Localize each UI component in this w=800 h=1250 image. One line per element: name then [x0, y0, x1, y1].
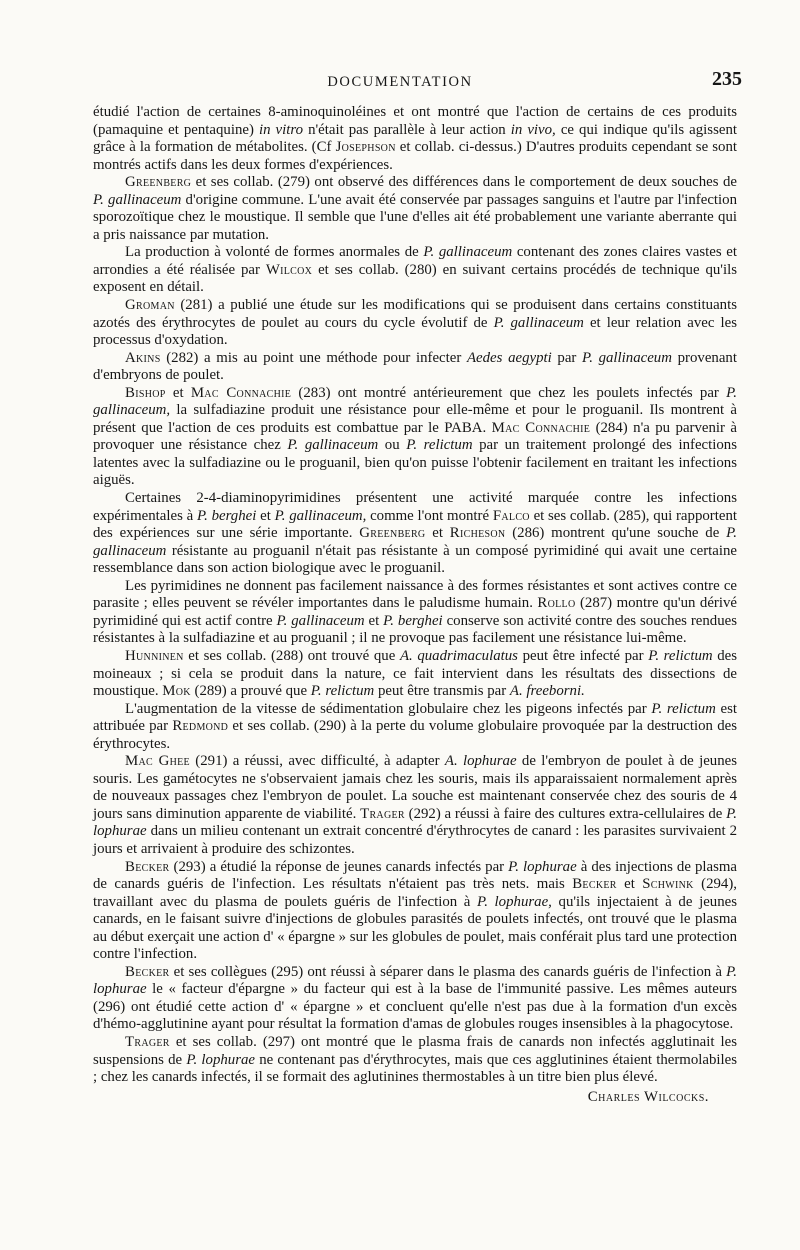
- species-name: P. lophurae: [508, 858, 577, 875]
- text-run: à des injections de plasma de canards guéris de l'infection. Les résultats n'étaient pas très nets. mais: [93, 858, 737, 893]
- species-name: P. gallinaceum: [287, 437, 379, 454]
- running-head: DOCUMENTATION: [327, 74, 473, 90]
- paragraph: [93, 648, 737, 701]
- author-name: Wilcox: [265, 261, 313, 278]
- author-name: Becker: [125, 858, 170, 875]
- author-name: Mac Connachie: [491, 419, 591, 436]
- species-name: P. relictum: [406, 437, 473, 454]
- paragraph-list: [93, 104, 737, 1087]
- species-name: P. lophurae,: [477, 893, 552, 910]
- paragraph: [93, 385, 737, 490]
- text-run: peut être transmis par: [374, 683, 510, 700]
- species-name: P. berghei: [196, 507, 257, 524]
- text-run: et leur relation avec les processus d'oxydation.: [93, 314, 738, 349]
- text-run: résistante au proguanil n'était pas résistante à un composé pyrimidiné qui avait une certaine ressemblance dans son action biologique avec le proguanil.: [93, 542, 737, 577]
- text-run: ne contenant pas d'érythrocytes, mais que ces agglutinines étaient thermolabiles ; chez les canards infectés, il se formait des aglutinines thermostables à un titre bien plus élevé.: [93, 1051, 737, 1086]
- author-name: Becker: [125, 963, 170, 980]
- text-run: (282) a mis au point une méthode pour infecter: [160, 349, 467, 366]
- text-run: et: [364, 612, 384, 629]
- species-name: Aedes aegypti: [466, 349, 552, 366]
- text-run: (281) a publié une étude sur les modifications qui se produisent dans certains constituants azotés des érythrocytes de poulet au cours du cycle évolutif de: [93, 297, 737, 331]
- text-run: contenant des zones claires vastes et arrondies a été réalisée par: [93, 244, 737, 278]
- author-signature: Charles Wilcocks.: [587, 1088, 709, 1105]
- species-name: P. relictum: [651, 700, 716, 717]
- author-name: Redmond: [172, 718, 229, 735]
- species-name: P. lophurae: [93, 963, 737, 998]
- paragraph: [93, 490, 737, 578]
- text-run: qu'ils injectaient à de jeunes canards, en le faisant suivre d'injections de globules parasités de poulets infectés, ont trouvé que le plasma au début exerçait une action d' « épargne » sur les globules de poulet, mais conférait plus tard une protection contre l'infection.: [93, 893, 737, 963]
- paragraph: [93, 174, 737, 244]
- species-name: A. lophurae: [444, 753, 517, 770]
- species-name: P. gallinaceum,: [274, 507, 367, 524]
- author-name: Greenberg: [125, 174, 192, 191]
- text-run: Certaines 2-4-diaminopyrimidines présentent une activité marquée contre les infections expérimentales à: [93, 490, 737, 524]
- species-name: P. gallinaceum: [493, 314, 584, 331]
- author-name: Falco: [492, 507, 530, 524]
- text-run: (292) a réussi à faire des cultures extra-cellulaires de: [404, 805, 727, 822]
- species-name: P. relictum: [648, 647, 713, 664]
- text-run: (291) a réussi, avec difficulté, à adapter: [189, 753, 445, 770]
- text-run: (283) ont montré antérieurement que chez les poulets infectés par: [291, 384, 727, 401]
- text-run: L'augmentation de la vitesse de sédimentation globulaire chez les pigeons infectés par: [125, 700, 652, 717]
- species-name: in vitro: [258, 121, 304, 138]
- text-run: (284) n'a pu parvenir à provoquer une résistance chez: [93, 419, 737, 454]
- paragraph: [93, 578, 737, 648]
- text-run: et: [616, 876, 643, 893]
- text-run: et ses collab. (280) en suivant certains procédés de technique qu'ils exposent en détail.: [93, 261, 737, 296]
- page-header: [0, 68, 800, 94]
- text-run: des moineaux ; si cela se produit dans la nature, ce fait intervient dans les résultats des dissections de moustique.: [93, 647, 737, 700]
- author-name: Trager: [360, 805, 405, 822]
- text-run: et collab. ci-dessus.) D'autres produits cependant se sont montrés actifs dans les deux formes d'expériences.: [93, 139, 737, 173]
- species-name: P. gallinaceum: [93, 525, 737, 559]
- text-run: de l'embryon de poulet à de jeunes souris. Les gamétocytes ne s'observaient jamais chez les souris, mais ils apparaissaient normalement après de nouveaux passages chez l'embryon de poulet. La souche est maintenant conservée chez des souris de 4 jours sans diminution apparente de viabilité.: [93, 753, 737, 822]
- text-run: et: [256, 507, 275, 524]
- text-run: et ses collab. (279) ont observé des différences dans le comportement de deux souches de: [191, 174, 737, 191]
- text-run: ce qui indique qu'ils agissent grâce à la formation de métabolites. (Cf: [93, 121, 737, 156]
- author-name: Mac Ghee: [125, 753, 190, 770]
- author-name: Richeson: [449, 525, 506, 542]
- text-run: et ses collab. (288) ont trouvé que: [183, 647, 400, 664]
- text-run: et: [165, 384, 191, 401]
- paragraph: [93, 1034, 737, 1087]
- text-run: (293) a étudié la réponse de jeunes canards infectés par: [169, 858, 509, 875]
- text-run: dans un milieu contenant un extrait concentré d'érythrocytes de canard : les parasites survivaient 2 jours et arrivaient à produire des schizontes.: [93, 823, 737, 857]
- author-name: Trager: [125, 1033, 170, 1050]
- text-run: (287) montre qu'un dérivé pyrimidiné qui est actif contre: [93, 595, 737, 629]
- text-run: (286) montrent qu'une souche de: [505, 525, 727, 542]
- text-run: est attribuée par: [93, 700, 737, 735]
- species-name: P. relictum: [310, 683, 375, 700]
- text-run: peut être infecté par: [517, 647, 649, 664]
- paragraph: [93, 104, 737, 174]
- text-run: le « facteur d'épargne » du facteur qui est à la base de l'immunité passive. Les mêmes auteurs (296) ont étudié cette action d' « épargne » et concluent qu'elle n'est pas due à la formation d'un excès d'hémo-agglutinine ayant pour résultat la formation d'amas de globules rouges insensibles à la phagocytose.: [93, 981, 737, 1033]
- page-number: 235: [712, 68, 742, 90]
- author-name: Mok: [162, 683, 191, 700]
- species-name: P. gallinaceum: [93, 191, 182, 208]
- text-run: et ses collab. (297) ont montré que le plasma frais de canards non infectés agglutinait les suspensions de: [93, 1033, 737, 1068]
- species-name: P. gallinaceum: [423, 244, 513, 261]
- text-run: la sulfadiazine produit une résistance pour elle-même et pour le proguanil. Ils montrent à présent que l'action de ces produits est combattue par le PABA.: [93, 402, 737, 436]
- paragraph: [93, 701, 737, 754]
- author-name: Schwink: [642, 876, 694, 893]
- article-body: [93, 104, 737, 1106]
- text-run: et: [425, 525, 450, 542]
- author-name: Josephson: [335, 139, 396, 156]
- species-name: P. berghei: [383, 612, 443, 629]
- species-name: A. quadrimaculatus: [399, 647, 518, 664]
- species-name: P. gallinaceum,: [93, 384, 737, 419]
- species-name: P. lophurae: [93, 805, 737, 840]
- author-name: Rollo: [537, 595, 576, 612]
- author-name: Groman: [125, 297, 175, 314]
- author-name: Bishop: [125, 384, 166, 401]
- author-name: Greenberg: [359, 525, 426, 542]
- paragraph: [93, 859, 737, 964]
- text-run: et ses collègues (295) ont réussi à séparer dans le plasma des canards guéris de l'infection à: [169, 963, 727, 980]
- author-name: Hunninen: [125, 647, 184, 664]
- text-run: provenant d'embryons de poulet.: [93, 349, 737, 384]
- paragraph: [93, 244, 737, 297]
- species-name: P. gallinaceum: [276, 612, 365, 629]
- author-name: Mac Connachie: [190, 384, 292, 401]
- species-name: P. lophurae: [186, 1051, 256, 1068]
- text-run: Les pyrimidines ne donnent pas facilement naissance à des formes résistantes et sont actives contre ce parasite ; elles peuvent se révéler importantes dans le paludisme humain.: [93, 577, 737, 612]
- text-run: conserve son activité contre des souches rendues résistantes à la sulfadiazine et au proguanil ; il ne provoque pas facilement une résistance lui-même.: [93, 612, 737, 647]
- text-run: (294), travaillant avec du plasma de poulets guéris de l'infection à: [93, 876, 737, 910]
- species-name: in vivo,: [510, 121, 556, 138]
- text-run: (289) a prouvé que: [190, 683, 311, 700]
- species-name: A. freeborni.: [509, 683, 585, 700]
- text-run: d'origine commune. L'une avait été conservée par passages sanguins et l'autre par l'infection sporozoïtique chez le moustique. Il semble que l'une d'elles ait été probablement une variante aberrante qui a pris naissance par mutation.: [93, 191, 738, 243]
- species-name: P. gallinaceum: [582, 349, 672, 366]
- text-run: par: [551, 349, 583, 366]
- paragraph: [93, 964, 737, 1034]
- text-run: par un traitement prolongé des infections latentes avec la sulfadiazine ou le proguanil, bien qu'on puisse l'obtenir facilement en traitant les infections aiguës.: [93, 437, 738, 489]
- paragraph: [93, 297, 737, 350]
- author-name: Becker: [572, 876, 617, 893]
- text-run: et ses collab. (285), qui rapportent des expériences sur une série importante.: [93, 507, 737, 542]
- text-run: La production à volonté de formes anormales de: [125, 244, 424, 261]
- text-run: n'était pas parallèle à leur action: [303, 121, 511, 138]
- text-run: comme l'ont montré: [366, 507, 493, 524]
- text-run: et ses collab. (290) à la perte du volume globulaire provoquée par la destruction des érythrocytes.: [93, 718, 737, 752]
- text-run: ou: [378, 437, 407, 454]
- text-run: étudié l'action de certaines 8-aminoquinoléines et ont montré que l'action de certains de ces produits (pamaquine et pentaquine): [93, 104, 737, 138]
- paragraph: [93, 753, 737, 858]
- paragraph: [93, 350, 737, 385]
- author-name: Akins: [125, 349, 161, 366]
